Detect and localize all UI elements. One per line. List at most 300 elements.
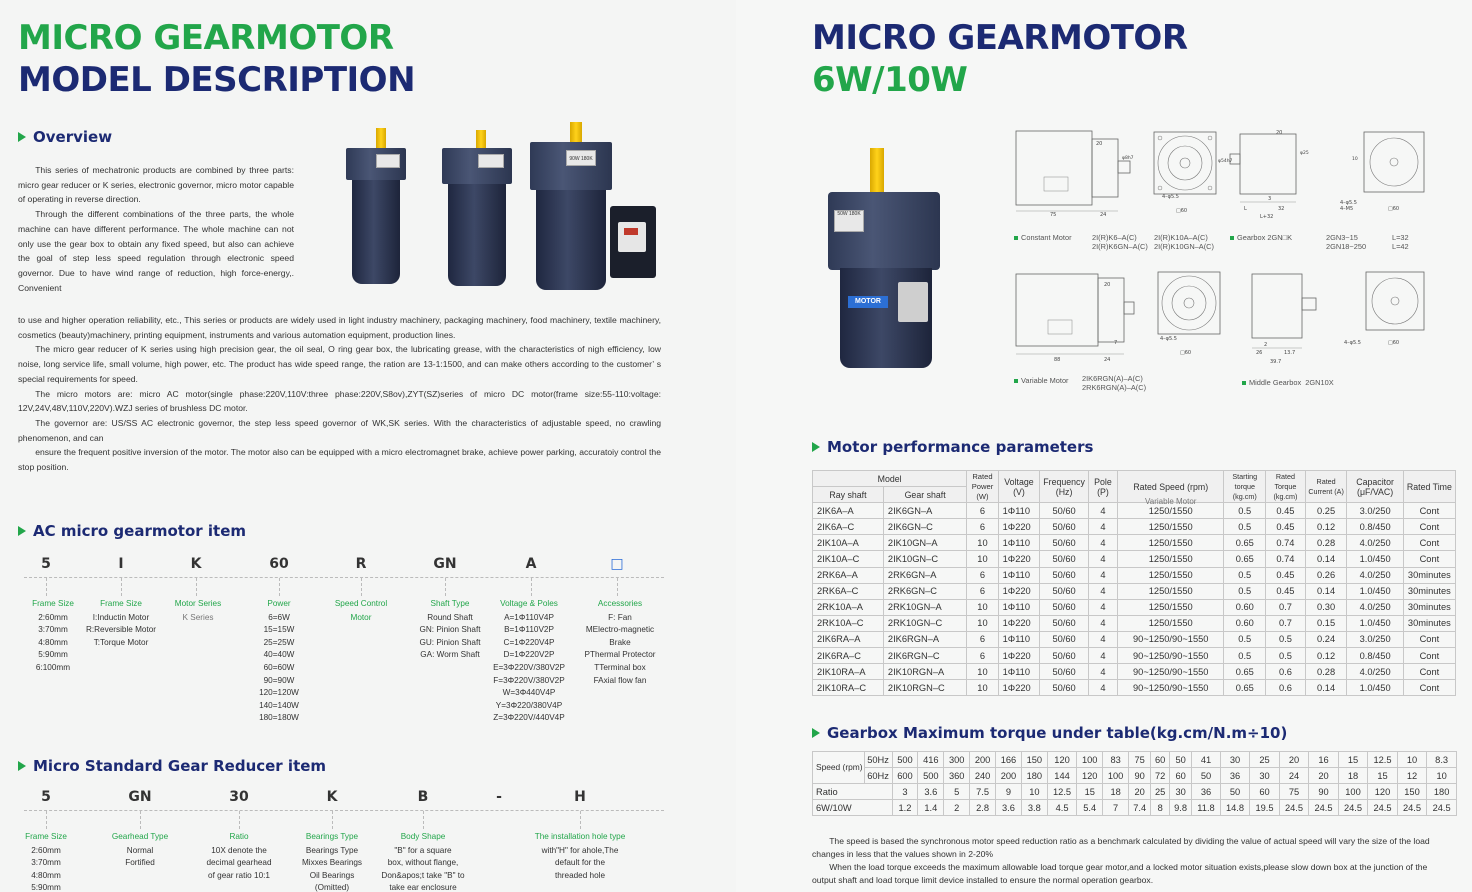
motor-medium-shaft [476, 130, 486, 150]
gearbox-cell-torque: 3.8 [1021, 800, 1047, 816]
table-cell: 1250/1550 [1118, 567, 1224, 583]
gearbox-cell-speed50: 15 [1338, 752, 1368, 768]
gearbox-cell-ratio: 180 [1427, 784, 1457, 800]
caption-gearbox: Gearbox 2GN□K [1230, 233, 1292, 242]
dim-text: 24 [1104, 357, 1111, 363]
perf-header-voltage: Voltage (V) [998, 471, 1040, 503]
dim-text: φ8h7 [1122, 156, 1134, 161]
table-cell: 30minutes [1403, 567, 1455, 583]
table-cell: Cont [1403, 631, 1455, 647]
notes [812, 835, 1448, 887]
table-cell: 10 [967, 551, 998, 567]
ac-code-speed: R [355, 556, 367, 572]
caption-gearbox-ratios: 2GN3~15 2GN18~250 [1326, 233, 1367, 251]
drawing-gearbox-side [1230, 126, 1322, 220]
gearbox-cell-speed50: 12.5 [1368, 752, 1398, 768]
gearbox-cell-speed60: 12 [1397, 768, 1427, 784]
gear-code-type: GN [128, 789, 152, 805]
table-cell: 2RK6A–A [813, 567, 884, 583]
table-cell: 0.65 [1224, 551, 1266, 567]
gearbox-cell-speed60: 360 [944, 768, 970, 784]
gear-code-dashed-line [24, 810, 664, 811]
gear-col-frame-size: Frame Size 2:60mm 3:70mm 4:80mm 5:90mm [25, 832, 67, 892]
dim-text: 4–φ5.5 [1160, 336, 1177, 342]
photo-sticker: 50W 180K [834, 210, 864, 232]
right-title-line1: MICRO GEARMOTOR [812, 18, 1188, 58]
gear-code-hole: H [574, 789, 586, 805]
caption-bullet-icon [1230, 236, 1234, 240]
section-marker-icon [18, 526, 26, 536]
table-cell: 0.5 [1266, 648, 1306, 664]
ac-col-power: Power 6=6W 15=15W 25=25W 40=40W 60=60W 90=90W 120=120W 140=140W 180=180W [259, 599, 299, 723]
table-cell: 2IK6RA–A [813, 631, 884, 647]
ac-col-motor-series: Motor Series K Series [174, 599, 222, 622]
dim-text: 24 [1100, 212, 1107, 218]
gearbox-cell-torque: 1.2 [892, 800, 918, 816]
dim-text: 4–M5 [1340, 206, 1354, 212]
gear-code-dash: - [496, 789, 502, 805]
table-cell: 2RK10A–A [813, 599, 884, 615]
ac-model-code-row [0, 556, 736, 576]
gearbox-cell-ratio: 20 [1129, 784, 1151, 800]
gearbox-cell-ratio: 7.5 [970, 784, 996, 800]
caption-constant-models-a: 2I(R)K6–A(C) 2I(R)K6GN–A(C) [1092, 233, 1148, 251]
table-cell: 0.26 [1305, 567, 1347, 583]
table-cell: 6 [967, 503, 998, 519]
gearbox-cell-ratio: 50 [1220, 784, 1250, 800]
table-cell: 0.6 [1266, 664, 1306, 680]
table-cell: 4 [1088, 583, 1117, 599]
table-cell: 2IK6GN–A [883, 503, 966, 519]
gearmotor-photo [828, 148, 958, 368]
gear-code-frame: 5 [41, 789, 51, 805]
table-cell: 2IK10A–C [813, 551, 884, 567]
table-cell: 0.7 [1266, 599, 1306, 615]
overview-para-3: to use and higher operation reliability, etc., This series or products are widely used in light industry machinery, packaging machinery, food machinery, textile machinery, cosmetics (beauty)machinery, printing equipment, instruments and various automation equipment, production lines. [18, 315, 661, 340]
gearbox-cell-torque: 19.5 [1250, 800, 1280, 816]
governor-display [624, 228, 638, 235]
caption-bullet-icon [1014, 379, 1018, 383]
table-cell: 1250/1550 [1118, 535, 1224, 551]
gearbox-cell-speed60: 240 [970, 768, 996, 784]
gearbox-cell-torque: 24.5 [1279, 800, 1309, 816]
caption-constant-models-b: 2I(R)K10A–A(C) 2I(R)K10GN–A(C) [1154, 233, 1214, 251]
table-cell: 4 [1088, 535, 1117, 551]
gearbox-cell-speed50: 41 [1192, 752, 1221, 768]
gear-col-gearhead-type: Gearhead Type Normal Fortified [111, 832, 169, 868]
gearbox-cell-torque: 24.5 [1397, 800, 1427, 816]
perf-header-frequency: Frequency (Hz) [1040, 471, 1089, 503]
gearbox-cell-speed60: 18 [1338, 768, 1368, 784]
table-cell: 2RK6A–C [813, 583, 884, 599]
table-cell: 0.14 [1305, 680, 1347, 696]
governor-panel [618, 222, 646, 252]
gearbox-cell-ratio: 15 [1077, 784, 1103, 800]
table-cell: 0.14 [1305, 583, 1347, 599]
left-title-line1: MICRO GEARMOTOR [18, 18, 394, 58]
gearbox-row-speed-50hz [813, 752, 1457, 768]
caption-middle-gearbox: Middle Gearbox 2GN10X [1242, 378, 1334, 387]
table-cell: 2RK6GN–C [883, 583, 966, 599]
gearbox-cell-speed60: 15 [1368, 768, 1398, 784]
gearbox-cell-ratio: 90 [1309, 784, 1339, 800]
table-cell: Cont [1403, 503, 1455, 519]
gear-model-code-row [0, 789, 736, 809]
table-cell: 0.74 [1266, 535, 1306, 551]
overview-narrow-text [18, 163, 294, 295]
table-cell: 10 [967, 680, 998, 696]
perf-header-rated-torque: Rated Torque (kg.cm) [1266, 471, 1306, 503]
gearbox-cell-ratio: 3.6 [918, 784, 944, 800]
table-cell: 10 [967, 615, 998, 631]
caption-variable-models: 2IK6RGN(A)–A(C) 2RK6RGN(A)–A(C) [1082, 374, 1147, 392]
table-row [813, 615, 1456, 631]
dim-text: L [1244, 206, 1247, 212]
gearbox-cell-speed50: 16 [1309, 752, 1339, 768]
table-cell: 1250/1550 [1118, 551, 1224, 567]
gearbox-ratio-label: Ratio [813, 784, 893, 800]
gearbox-cell-speed60: 24 [1279, 768, 1309, 784]
table-cell: 1Φ110 [998, 599, 1040, 615]
gearbox-cell-speed50: 150 [1021, 752, 1047, 768]
product-photo [338, 122, 664, 294]
table-cell: 6 [967, 583, 998, 599]
dim-text: 88 [1054, 357, 1061, 363]
table-cell: 0.65 [1224, 680, 1266, 696]
table-cell: 6 [967, 519, 998, 535]
gear-col-ratio: Ratio 10X denote the decimal gearhead of gear ratio 10:1 [206, 832, 272, 880]
gearbox-cell-ratio: 150 [1397, 784, 1427, 800]
table-cell: 2RK10GN–A [883, 599, 966, 615]
motor-small-label [376, 154, 400, 168]
table-cell: 1Φ220 [998, 648, 1040, 664]
drawing-middle-gearbox-side [1242, 268, 1326, 366]
gearbox-cell-torque: 4.5 [1047, 800, 1077, 816]
table-cell: 1250/1550 [1118, 615, 1224, 631]
table-cell: 50/60 [1040, 631, 1089, 647]
gearbox-50hz-label: 50Hz [864, 752, 892, 768]
caption-variable-motor: Variable Motor [1014, 376, 1069, 385]
table-cell: 0.28 [1305, 664, 1347, 680]
table-cell: 50/60 [1040, 599, 1089, 615]
gearbox-cell-torque: 9.8 [1169, 800, 1191, 816]
table-cell: 1.0/450 [1347, 551, 1403, 567]
table-cell: 4 [1088, 599, 1117, 615]
table-cell: 0.60 [1224, 615, 1266, 631]
table-cell: 2IK10RA–A [813, 664, 884, 680]
gearbox-60hz-label: 60Hz [864, 768, 892, 784]
perf-header-power: Rated Power (W) [967, 471, 998, 503]
motor-medium-body [448, 184, 506, 286]
table-cell: 0.74 [1266, 551, 1306, 567]
table-cell: 0.8/450 [1347, 519, 1403, 535]
gearbox-cell-torque: 24.5 [1338, 800, 1368, 816]
table-cell: 1Φ110 [998, 631, 1040, 647]
gear-code-ratio: 30 [229, 789, 249, 805]
motor-large-label: 90W 180K [566, 150, 596, 166]
gearbox-speed-label: Speed (rpm) [813, 752, 865, 784]
gearbox-cell-torque: 1.4 [918, 800, 944, 816]
motor-small-body [352, 180, 400, 284]
table-cell: 0.5 [1224, 503, 1266, 519]
table-cell: 0.5 [1224, 583, 1266, 599]
table-cell: 1Φ110 [998, 567, 1040, 583]
gearbox-cell-speed60: 30 [1250, 768, 1280, 784]
dim-text: □60 [1180, 350, 1192, 356]
gear-code-bearing: K [326, 789, 338, 805]
table-cell: 4.0/250 [1347, 535, 1403, 551]
table-cell: 1250/1550 [1118, 583, 1224, 599]
table-row [813, 551, 1456, 567]
gear-col-install-hole: The installation hole type with"H" for ahole,The default for the threaded hole [534, 832, 626, 880]
table-cell: 0.14 [1305, 551, 1347, 567]
gearbox-cell-speed50: 200 [970, 752, 996, 768]
table-row [813, 583, 1456, 599]
table-cell: 6 [967, 631, 998, 647]
ac-col-voltage-poles: Voltage & Poles A=1Φ110V4P B=1Φ110V2P C=1Φ220V4P D=1Φ220V2P E=3Φ220V/380V2P F=3Φ220V/380V2P W=3Φ440V4P Y=3Φ220/380V4P Z=3Φ220V/440V4P [493, 599, 565, 723]
ac-code-shaft: GN [433, 556, 457, 572]
gearbox-cell-torque: 11.8 [1192, 800, 1221, 816]
ac-col-motor-type: Frame Size I:Inductin Motor R:Reversible Motor T:Torque Motor [85, 599, 157, 647]
table-cell: Cont [1403, 551, 1455, 567]
gearbox-cell-speed50: 416 [918, 752, 944, 768]
gearbox-cell-ratio: 9 [996, 784, 1022, 800]
dim-text: 26 [1256, 350, 1263, 356]
table-cell: 50/60 [1040, 615, 1089, 631]
table-cell: 0.12 [1305, 648, 1347, 664]
motor-large-body [536, 190, 606, 290]
caption-bullet-icon [1014, 236, 1018, 240]
ac-col-shaft-type: Shaft Type Round Shaft GN: Pinion Shaft GU: Pinion Shaft GA: Worm Shaft [419, 599, 481, 660]
gearbox-cell-speed50: 20 [1279, 752, 1309, 768]
table-cell: 0.60 [1224, 599, 1266, 615]
ac-item-heading: AC micro gearmotor item [18, 522, 246, 540]
dim-text: □60 [1388, 206, 1400, 212]
table-cell: 50/60 [1040, 567, 1089, 583]
gearbox-cell-torque: 8 [1151, 800, 1170, 816]
gearbox-cell-speed60: 50 [1192, 768, 1221, 784]
motor-medium-label [478, 154, 504, 168]
table-cell: 2IK10GN–C [883, 551, 966, 567]
table-cell: 0.65 [1224, 664, 1266, 680]
gear-col-bearings: Bearings Type Bearings Type Mixxes Bearings Oil Bearings (Omitted) [301, 832, 363, 892]
table-cell: 2IK6A–A [813, 503, 884, 519]
gearbox-row-torque [813, 800, 1457, 816]
table-cell: 50/60 [1040, 583, 1089, 599]
table-cell: 50/60 [1040, 519, 1089, 535]
gearbox-cell-ratio: 75 [1279, 784, 1309, 800]
table-cell: 50/60 [1040, 503, 1089, 519]
gearbox-cell-speed60: 120 [1077, 768, 1103, 784]
gearbox-cell-speed60: 100 [1103, 768, 1129, 784]
drawing-variable-motor-front [1154, 268, 1234, 360]
dim-text: φ54h7 [1218, 159, 1233, 164]
table-cell: 1250/1550 [1118, 519, 1224, 535]
table-cell: 10 [967, 664, 998, 680]
gearbox-cell-speed50: 166 [996, 752, 1022, 768]
gearbox-cell-torque: 2 [944, 800, 970, 816]
table-cell: Cont [1403, 680, 1455, 696]
table-cell: 0.12 [1305, 519, 1347, 535]
gearbox-cell-speed50: 30 [1220, 752, 1250, 768]
drawing-variable-motor-side [1014, 268, 1138, 364]
gearbox-cell-speed60: 144 [1047, 768, 1077, 784]
overview-heading: Overview [18, 128, 112, 146]
table-cell: 1Φ220 [998, 615, 1040, 631]
table-cell: 0.5 [1224, 648, 1266, 664]
gearbox-cell-ratio: 18 [1103, 784, 1129, 800]
table-cell: 10 [967, 535, 998, 551]
table-cell: 4 [1088, 664, 1117, 680]
dim-text: 20 [1104, 282, 1111, 288]
gear-code-body: B [417, 789, 429, 805]
table-cell: 2IK6GN–C [883, 519, 966, 535]
drawing-middle-gearbox-front [1340, 268, 1432, 360]
table-cell: 2RK10A–C [813, 615, 884, 631]
table-row [813, 680, 1456, 696]
table-cell: 4 [1088, 503, 1117, 519]
gearbox-cell-ratio: 100 [1338, 784, 1368, 800]
gearbox-cell-ratio: 30 [1169, 784, 1191, 800]
gearbox-cell-torque: 5.4 [1077, 800, 1103, 816]
gearbox-cell-speed50: 83 [1103, 752, 1129, 768]
table-cell: 4 [1088, 648, 1117, 664]
gearbox-cell-speed60: 180 [1021, 768, 1047, 784]
table-row [813, 664, 1456, 680]
table-cell: 6 [967, 648, 998, 664]
dim-text: 4–φ5.5 [1340, 200, 1357, 206]
gearbox-cell-speed60: 36 [1220, 768, 1250, 784]
gear-col-body-shape: Body Shape "B" for a square box, without flange, Don&apos;t take "B" to take ear enclosure [381, 832, 465, 892]
dim-text: 4–φ5.5 [1344, 340, 1361, 346]
table-cell: 4 [1088, 519, 1117, 535]
ac-code-frame: 5 [41, 556, 51, 572]
table-row [813, 631, 1456, 647]
table-cell: 0.45 [1266, 567, 1306, 583]
gear-reducer-heading: Micro Standard Gear Reducer item [18, 757, 326, 775]
gearbox-cell-torque: 14.8 [1220, 800, 1250, 816]
ac-code-series: K [190, 556, 202, 572]
table-cell: 2IK6RGN–C [883, 648, 966, 664]
ac-col-speed-control: Speed Control Motor [334, 599, 388, 622]
table-cell: 0.24 [1305, 631, 1347, 647]
perf-header-rated-time: Rated Time [1403, 471, 1455, 503]
table-cell: 2RK10GN–C [883, 615, 966, 631]
dim-text: 4–φ5.5 [1162, 194, 1179, 200]
table-row [813, 535, 1456, 551]
ac-code-type: I [118, 556, 124, 572]
perf-header-pole: Pole (P) [1088, 471, 1117, 503]
table-cell: 1.0/450 [1347, 615, 1403, 631]
table-cell: 1Φ220 [998, 680, 1040, 696]
table-cell: 2RK6GN–A [883, 567, 966, 583]
table-cell: 2IK10RGN–A [883, 664, 966, 680]
overview-para-1: This series of mechatronic products are combined by three parts: micro gear reducer or K series, electronic governor, micro motor capable of operating in reverse direction. [18, 165, 294, 205]
table-cell: 4.0/250 [1347, 599, 1403, 615]
table-cell: 90~1250/90~1550 [1118, 664, 1224, 680]
table-cell: 0.45 [1266, 583, 1306, 599]
dim-text: φ25 [1300, 151, 1309, 156]
table-cell: 30minutes [1403, 599, 1455, 615]
caption-bullet-icon [1242, 381, 1246, 385]
dim-text: 20 [1096, 141, 1103, 147]
table-cell: 50/60 [1040, 664, 1089, 680]
perf-header-model: Model [813, 471, 967, 487]
table-cell: 0.30 [1305, 599, 1347, 615]
dim-text: 39.7 [1270, 359, 1282, 365]
gearbox-torque-table [812, 751, 1457, 816]
ac-code-dashed-line [24, 577, 664, 578]
dim-text: 3 [1268, 196, 1272, 202]
gearbox-cell-speed60: 72 [1151, 768, 1170, 784]
table-cell: 2IK6RA–C [813, 648, 884, 664]
gearbox-cell-ratio: 60 [1250, 784, 1280, 800]
perf-header-ray-shaft: Ray shaft [813, 487, 884, 503]
table-cell: 1Φ220 [998, 519, 1040, 535]
table-cell: 0.65 [1224, 535, 1266, 551]
table-cell: Cont [1403, 664, 1455, 680]
table-cell: 1.0/450 [1347, 680, 1403, 696]
table-cell: 0.15 [1305, 615, 1347, 631]
gearbox-cell-ratio: 25 [1151, 784, 1170, 800]
table-cell: 2IK10RGN–C [883, 680, 966, 696]
table-cell: 4 [1088, 680, 1117, 696]
table-cell: 1250/1550 [1118, 599, 1224, 615]
note-2: When the load torque exceeds the maximum allowable load torque gear motor,and a locked motor situation exists,please slow down box at the junction of the output shaft and load torque limit device installed to ensure the normal operation gearbox. [812, 862, 1428, 885]
gearbox-model-label: 6W/10W [813, 800, 893, 816]
table-cell: 1Φ110 [998, 503, 1040, 519]
gearbox-cell-speed50: 100 [1077, 752, 1103, 768]
gearbox-cell-speed50: 10 [1397, 752, 1427, 768]
gearbox-cell-speed50: 75 [1129, 752, 1151, 768]
motor-small-shaft [376, 128, 386, 150]
gearbox-cell-speed60: 500 [918, 768, 944, 784]
table-cell: 0.45 [1266, 519, 1306, 535]
right-title-line2: 6W/10W [812, 60, 968, 100]
table-cell: 4 [1088, 567, 1117, 583]
gearbox-cell-speed60: 20 [1309, 768, 1339, 784]
overview-para-4: The micro gear reducer of K series using high precision gear, the oil seal, O ring gear box, the lubricating grease, with the characteristics of nigh efficiency, low noise, long service life, small volume, high power, etc. The product has wide speed range, the ration are 13-1:1500, and can make others according to the customer’ s special requirements for speed. [18, 344, 661, 384]
table-cell: 2IK10GN–A [883, 535, 966, 551]
table-cell: 4 [1088, 615, 1117, 631]
photo-brand-label: MOTOR [848, 296, 888, 308]
gearbox-cell-speed60: 200 [996, 768, 1022, 784]
ac-code-voltage: A [525, 556, 537, 572]
gearbox-cell-ratio: 12.5 [1047, 784, 1077, 800]
dim-text: 75 [1050, 212, 1057, 218]
gearbox-cell-torque: 24.5 [1427, 800, 1457, 816]
overview-para-5: The micro motors are: micro AC motor(single phase:220V,110V:three phase:220V,S8ov),ZYT(SZ)series of micro DC motor(frame size:55-110:voltage: 12V,24V,48V,110V,220V).WZJ series of brushless DC motor. [18, 388, 661, 414]
table-cell: 0.28 [1305, 535, 1347, 551]
ac-col-frame-size: Frame Size 2:60mm 3:70mm 4:80mm 5:90mm 6:100mm [32, 599, 74, 672]
perf-heading: Motor performance parameters [812, 438, 1093, 456]
dim-text: 7 [1114, 340, 1118, 346]
table-cell: 4 [1088, 551, 1117, 567]
perf-header-gear-shaft: Gear shaft [883, 487, 966, 503]
dim-text: 20 [1276, 130, 1283, 136]
gearbox-row-ratio [813, 784, 1457, 800]
gearbox-cell-speed50: 8.3 [1427, 752, 1457, 768]
section-marker-icon [18, 132, 26, 142]
table-cell: Cont [1403, 519, 1455, 535]
table-cell: 4.0/250 [1347, 567, 1403, 583]
overview-para-2: Through the different combinations of the three parts, the whole machine can have different performance. The whole machine can not only use the gear box to obtain any fixed speed, but also can achieve the goal of step less speed regulation through electronic speed governor. Due to have wind range of reduction, high force-energy,. Convenient [18, 209, 294, 293]
table-cell: 50/60 [1040, 648, 1089, 664]
photo-terminal-box [898, 282, 928, 322]
table-row [813, 648, 1456, 664]
table-cell: Cont [1403, 535, 1455, 551]
table-cell: 50/60 [1040, 535, 1089, 551]
